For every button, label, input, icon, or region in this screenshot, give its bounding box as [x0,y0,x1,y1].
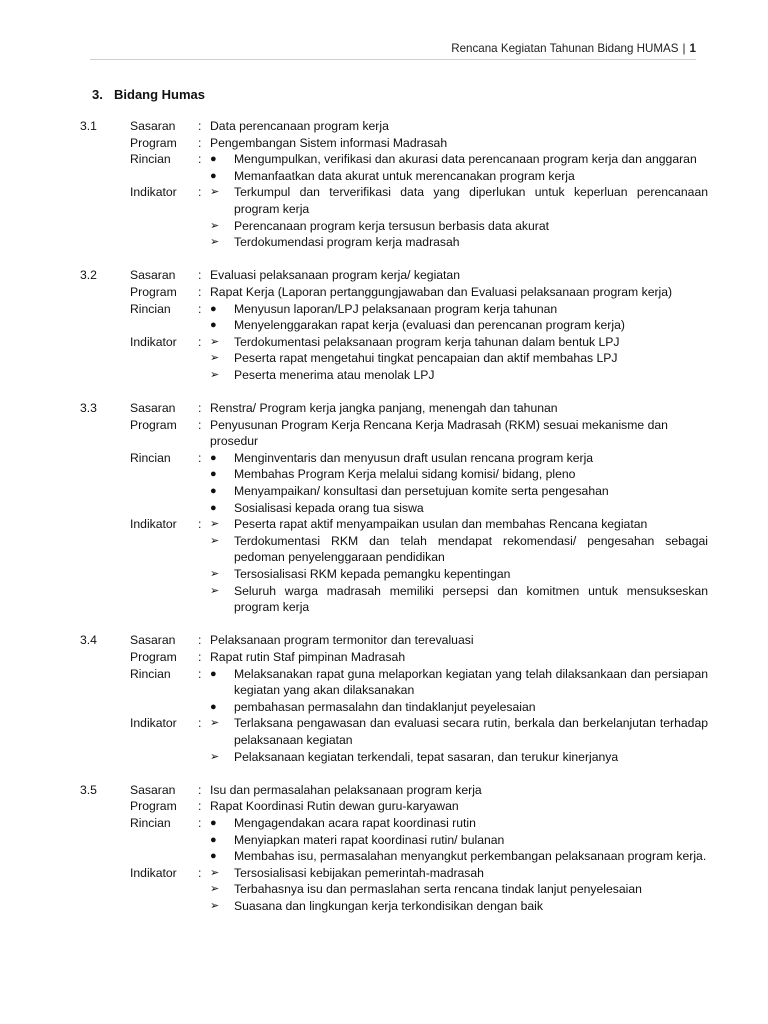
program-label: Program [130,799,177,814]
rincian-item [210,317,708,334]
indikator-item [210,583,708,616]
indikator-row [80,184,708,250]
rincian-row [80,301,708,334]
program-value: Rapat Koordinasi Rutin dewan guru-karyawan [210,799,459,814]
colon: : [198,301,202,316]
indikator-row [80,334,708,384]
indikator-item [210,533,708,566]
section-title-text: Bidang Humas [114,87,206,102]
rincian-row [80,450,708,516]
rincian-row [80,666,708,716]
indikator-text: Tersosialisasi RKM kepada pemangku kepentingan [234,567,511,582]
spacer [80,334,130,384]
rincian-item [210,466,708,483]
item-number: 3.1 [80,119,97,133]
spacer [80,301,130,334]
colon: : [198,185,202,200]
rincian-text: Mengumpulkan, verifikasi dan akurasi data perencanaan program kerja dan anggaran [234,152,697,167]
sasaran-row [80,118,708,135]
sasaran-row [80,267,708,284]
arrow-icon: ➢ [210,368,220,381]
rincian-row [80,151,708,184]
colon: : [198,782,202,797]
rincian-text: Membahas Program Kerja melalui sidang komisi/ bidang, pleno [234,467,576,482]
plan-block [80,118,708,251]
indikator-row [80,715,708,765]
sasaran-label: Sasaran [130,268,176,283]
colon: : [198,517,202,532]
bullet-icon: ● [210,169,217,182]
item-number: 3.4 [80,633,97,648]
bullet-icon: ● [210,319,217,332]
indikator-item [210,516,708,533]
bullet-icon: ● [210,451,217,464]
rincian-item [210,848,708,865]
rincian-list [210,151,708,184]
indikator-text: Perencanaan program kerja tersusun berbasis data akurat [234,218,550,233]
colon: : [198,401,202,416]
rincian-text: pembahasan permasalahn dan tindaklanjut peyelesaian [234,699,536,714]
indikator-list [210,865,708,915]
rincian-item [210,483,708,500]
indikator-item [210,865,708,882]
spacer [80,865,130,915]
indikator-label: Indikator [130,716,177,731]
spacer [80,135,130,152]
arrow-icon: ➢ [210,219,220,232]
rincian-text: Mengagendakan acara rapat koordinasi rutin [234,815,476,830]
colon: : [198,334,202,349]
rincian-text: Sosialisasi kepada orang tua siswa [234,500,424,515]
indikator-row [80,516,708,616]
rincian-label: Rincian [130,450,171,465]
bullet-icon: ● [210,833,217,846]
indikator-text: Peserta menerima atau menolak LPJ [234,367,435,382]
sasaran-value: Renstra/ Program kerja jangka panjang, menengah dan tahunan [210,401,558,416]
rincian-list [210,301,708,334]
indikator-item [210,881,708,898]
sasaran-value: Evaluasi pelaksanaan program kerja/ kegiatan [210,268,460,283]
bullet-icon: ● [210,667,217,680]
rincian-list [210,450,708,516]
colon: : [198,135,202,150]
colon: : [198,716,202,731]
rincian-item [210,168,708,185]
program-label: Program [130,650,177,664]
indikator-text: Tersosialisasi kebijakan pemerintah-madrasah [234,865,484,880]
item-number: 3.3 [80,401,97,416]
indikator-item [210,715,708,748]
rincian-list [210,815,708,865]
page-header [90,42,696,60]
indikator-text: Terdokumentasi RKM dan telah mendapat rekomendasi/ pengesahan sebagai pedoman penyelenggaraan pendidikan [234,533,708,565]
bullet-icon: ● [210,501,217,514]
item-number: 3.2 [80,268,97,283]
program-value: Pengembangan Sistem informasi Madrasah [210,135,448,150]
program-row [80,135,708,152]
arrow-icon: ➢ [210,899,220,912]
sasaran-value: Pelaksanaan program termonitor dan terevaluasi [210,633,474,648]
spacer [80,815,130,865]
arrow-icon: ➢ [210,534,220,547]
colon: : [198,450,202,465]
rincian-item [210,151,708,168]
arrow-icon: ➢ [210,352,220,365]
arrow-icon: ➢ [210,568,220,581]
indikator-list [210,334,708,384]
indikator-label: Indikator [130,865,177,880]
indikator-text: Terkumpul dan terverifikasi data yang diperlukan untuk keperluan perencanaan program kerja [234,185,708,216]
indikator-text: Terdokumendasi program kerja madrasah [234,235,460,250]
sasaran-label: Sasaran [130,119,176,133]
arrow-icon: ➢ [210,236,220,249]
rincian-label: Rincian [130,815,171,830]
indikator-label: Indikator [130,185,177,200]
rincian-text: Menyelenggarakan rapat kerja (evaluasi dan perencanan program kerja) [234,318,625,333]
arrow-icon: ➢ [210,883,220,896]
indikator-item [210,898,708,915]
rincian-item [210,666,708,699]
rincian-text: Menyampaikan/ konsultasi dan persetujuan komite serta pengesahan [234,484,609,499]
sasaran-row [80,400,708,417]
arrow-icon: ➢ [210,335,220,348]
arrow-icon: ➢ [210,584,220,597]
program-row [80,649,708,666]
program-row [80,417,708,450]
indikator-item [210,749,708,766]
rincian-text: Menyusun laporan/LPJ pelaksanaan program kerja tahunan [234,301,558,316]
indikator-item [210,334,708,351]
spacer [80,649,130,666]
plan-block [80,267,708,383]
rincian-label: Rincian [130,301,171,316]
indikator-item [210,367,708,384]
program-value: Rapat rutin Staf pimpinan Madrasah [210,650,406,664]
rincian-item [210,699,708,716]
arrow-icon: ➢ [210,717,220,730]
indikator-text: Terlaksana pengawasan dan evaluasi secara rutin, berkala dan berkelanjutan terhadap pelaksanaan kegiatan [234,716,708,747]
colon: : [198,119,202,133]
bullet-icon: ● [210,153,217,166]
program-label: Program [130,284,177,299]
indikator-list [210,715,708,765]
indikator-item [210,184,708,217]
section-number: 3. [92,87,103,102]
colon: : [198,650,202,664]
bullet-icon: ● [210,850,217,863]
spacer [80,184,130,250]
sasaran-row [80,632,708,649]
rincian-row [80,815,708,865]
colon: : [198,268,202,283]
section-title [92,87,205,102]
rincian-item [210,815,708,832]
spacer [80,151,130,184]
spacer [80,417,130,450]
plan-content [80,118,708,931]
indikator-row [80,865,708,915]
indikator-item [210,234,708,251]
program-value: Penyusunan Program Kerja Rencana Kerja Madrasah (RKM) sesuai mekanisme dan prosedur [210,417,668,449]
spacer [80,666,130,716]
rincian-text: Melaksanakan rapat guna melaporkan kegiatan yang telah dilaksankaan dan persiapan kegiatan yang akan dilaksanakan [234,666,708,698]
rincian-text: Menginventaris dan menyusun draft usulan rencana program kerja [234,450,594,465]
sasaran-value: Data perencanaan program kerja [210,119,389,133]
header-title: Rencana Kegiatan Tahunan Bidang HUMAS [451,42,679,55]
header-separator: | [682,42,686,55]
bullet-icon: ● [210,485,217,498]
colon: : [198,633,202,648]
rincian-item [210,832,708,849]
program-row [80,798,708,815]
colon: : [198,417,202,432]
arrow-icon: ➢ [210,866,220,879]
plan-block [80,782,708,915]
rincian-text: Menyiapkan materi rapat koordinasi rutin/ bulanan [234,832,505,847]
spacer [80,516,130,616]
sasaran-label: Sasaran [130,633,176,648]
rincian-item [210,450,708,467]
indikator-label: Indikator [130,334,177,349]
rincian-text: Memanfaatkan data akurat untuk merencanakan program kerja [234,168,575,183]
indikator-text: Suasana dan lingkungan kerja terkondisikan dengan baik [234,898,543,913]
item-number: 3.5 [80,782,97,797]
arrow-icon: ➢ [210,186,220,199]
spacer [80,715,130,765]
program-label: Program [130,417,177,432]
colon: : [198,666,202,681]
sasaran-label: Sasaran [130,401,176,416]
rincian-label: Rincian [130,152,171,167]
arrow-icon: ➢ [210,518,220,531]
colon: : [198,284,202,299]
program-label: Program [130,135,177,150]
plan-block [80,632,708,765]
indikator-list [210,184,708,250]
sasaran-value: Isu dan permasalahan pelaksanaan program kerja [210,782,482,797]
spacer [80,798,130,815]
bullet-icon: ● [210,700,217,713]
colon: : [198,865,202,880]
rincian-label: Rincian [130,666,171,681]
indikator-item [210,218,708,235]
bullet-icon: ● [210,302,217,315]
indikator-item [210,566,708,583]
colon: : [198,799,202,814]
program-row [80,284,708,301]
rincian-item [210,500,708,517]
indikator-text: Peserta rapat mengetahui tingkat pencapaian dan aktif membahas LPJ [234,351,618,366]
colon: : [198,152,202,167]
indikator-text: Terbahasnya isu dan permaslahan serta rencana tindak lanjut penyelesaian [234,882,642,897]
plan-block [80,400,708,616]
sasaran-row [80,782,708,799]
arrow-icon: ➢ [210,750,220,763]
indikator-text: Pelaksanaan kegiatan terkendali, tepat sasaran, dan terukur kinerjanya [234,749,619,764]
bullet-icon: ● [210,468,217,481]
indikator-text: Peserta rapat aktif menyampaikan usulan dan membahas Rencana kegiatan [234,517,648,532]
indikator-list [210,516,708,616]
bullet-icon: ● [210,816,217,829]
colon: : [198,815,202,830]
page-number: 1 [689,42,696,55]
program-value: Rapat Kerja (Laporan pertanggungjawaban dan Evaluasi pelaksanaan program kerja) [210,284,673,299]
sasaran-label: Sasaran [130,782,176,797]
rincian-text: Membahas isu, permasalahan menyangkut perkembangan pelaksanaan program kerja. [234,849,707,864]
indikator-item [210,350,708,367]
indikator-label: Indikator [130,517,177,532]
spacer [80,284,130,301]
spacer [80,450,130,516]
indikator-text: Seluruh warga madrasah memiliki persepsi dan komitmen untuk mensukseskan program kerja [234,583,708,615]
indikator-text: Terdokumentasi pelaksanaan program kerja tahunan dalam bentuk LPJ [234,334,620,349]
rincian-list [210,666,708,716]
rincian-item [210,301,708,318]
